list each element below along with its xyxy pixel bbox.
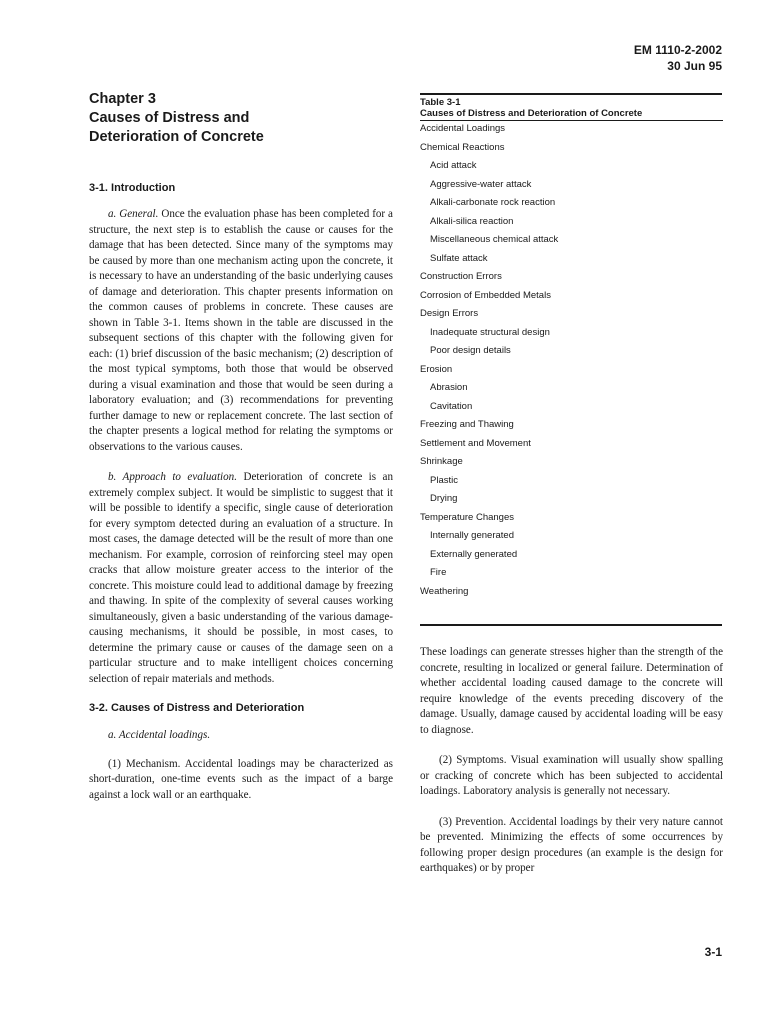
paragraph-mechanism: (1) Mechanism. Accidental loadings may be characterized as short-duration, one-time events such as the impact of a barge against a lock wall or an earthquake. <box>89 757 393 801</box>
section-heading-causes: 3-2. Causes of Distress and Deterioration <box>89 702 305 714</box>
section-heading-introduction: 3-1. Introduction <box>89 182 176 194</box>
table-item: Corrosion of Embedded Metals <box>420 289 551 301</box>
table-subitem: Acid attack <box>430 160 477 171</box>
table-item-list <box>420 123 723 604</box>
table-subitem: Cavitation <box>430 400 473 412</box>
table-subitem: Internally generated <box>430 530 514 541</box>
table-subitem: Fire <box>430 567 447 578</box>
table-subitem: Miscellaneous chemical attack <box>430 234 559 245</box>
table-item: Design Errors <box>420 308 479 319</box>
paragraph-approach-text: Deterioration of concrete is an extremely complex subject. It would be simplistic to suggest that it will be possible to identify a specific, single cause of deterioration for every symptom detected during an evaluation of a structure. In most cases, the damage detected will be the result of more than one mechanism. For example, corrosion of reinforcing steel may open cracks that allow moisture greater access to the interior of the concrete. This moisture could lead to additional damage by freezing and thawing. In spite of the complexity of several causes working simultaneously, given a basic understanding of the various damage-causing mechanisms, it should be possible, in most cases, to determine the primary cause or causes of the damage seen on a particular structure and to make intelligent choices concerning selection of repair materials and methods. <box>89 471 393 685</box>
chapter-number: Chapter 3 <box>89 91 156 107</box>
table-item: Erosion <box>420 363 453 375</box>
table-item: Construction Errors <box>420 271 502 282</box>
paragraph-mechanism-continued: These loadings can generate stresses higher than the strength of the concrete, resulting in localized or general failure. Determination of whether accidental loading caused damage to the concrete will require knowledge of the events preceding discovery of the damage. Usually, damage caused by accidental loading will be easy to diagnose. <box>420 646 723 736</box>
paragraph-general <box>89 207 393 455</box>
table-bottom-rule <box>420 624 722 626</box>
document-date: 30 Jun 95 <box>667 59 722 73</box>
paragraph-general-text: Once the evaluation phase has been completed for a structure, the next step is to establish the cause or causes for the damage that has been detected. Since many of the symptoms may be caused by more than one mechanism acting upon the concrete, it is necessary to have an understanding of the basic underlying causes of damage and deterioration. This chapter presents information on the common causes of problems in concrete. These causes are shown in Table 3-1. Items shown in the table are discussed in the subsequent sections of this chapter with the following given for each: (1) brief discussion of the basic mechanism; (2) description of the most typical symptoms, both those that would be observed during a visual examination and those that would be seen during a laboratory evaluation; and (3) recommendations for preventing further damage to new or replacement concrete. The last section of the chapter presents a logical method for relating the symptoms or observations to the various causes. <box>89 208 393 453</box>
table-subitem: Aggressive-water attack <box>430 178 532 190</box>
table-item: Freezing and Thawing <box>420 419 514 430</box>
table-item: Accidental Loadings <box>420 123 506 134</box>
table-item: Settlement and Movement <box>420 437 531 449</box>
table-item: Chemical Reactions <box>420 141 505 153</box>
chapter-title-line-1: Causes of Distress and <box>89 110 250 126</box>
table-subitem: Plastic <box>430 474 458 486</box>
paragraph-approach <box>89 470 393 687</box>
paragraph-general-lead: a. General. <box>108 208 159 220</box>
table-item: Temperature Changes <box>420 511 514 523</box>
document-number: EM 1110-2-2002 <box>633 43 722 57</box>
right-column <box>420 93 723 877</box>
table-subitem: Sulfate attack <box>430 252 488 264</box>
page-number: 3-1 <box>704 945 722 959</box>
table-item: Shrinkage <box>420 456 463 467</box>
table-label: Table 3-1 <box>420 97 461 108</box>
left-column <box>89 90 393 803</box>
table-caption: Causes of Distress and Deterioration of Concrete <box>420 108 723 121</box>
table-subitem: Externally generated <box>430 548 518 560</box>
table-item: Weathering <box>420 585 469 597</box>
subheading-accidental-loadings: a. Accidental loadings. <box>108 729 211 741</box>
table-subitem: Abrasion <box>430 382 468 393</box>
paragraph-approach-lead: b. Approach to evaluation. <box>108 471 237 483</box>
chapter-title <box>89 90 393 147</box>
paragraph-symptoms: (2) Symptoms. Visual examination will usually show spalling or cracking of concrete which has been subjected to accidental loadings. Laboratory analysis is generally not necessary. <box>420 754 723 797</box>
table-subitem: Drying <box>430 493 458 504</box>
document-header <box>634 42 722 74</box>
table-subitem: Alkali-silica reaction <box>430 215 514 227</box>
paragraph-prevention: (3) Prevention. Accidental loadings by their very nature cannot be prevented. Minimizing the effects of some occurrences by following proper design procedures (an example is the design for earthquakes) or by proper <box>420 815 723 874</box>
table-top-rule <box>420 93 722 95</box>
table-subitem: Poor design details <box>430 345 511 356</box>
table-subitem: Inadequate structural design <box>430 326 550 338</box>
table-subitem: Alkali-carbonate rock reaction <box>430 197 556 208</box>
chapter-title-line-2: Deterioration of Concrete <box>89 129 264 145</box>
